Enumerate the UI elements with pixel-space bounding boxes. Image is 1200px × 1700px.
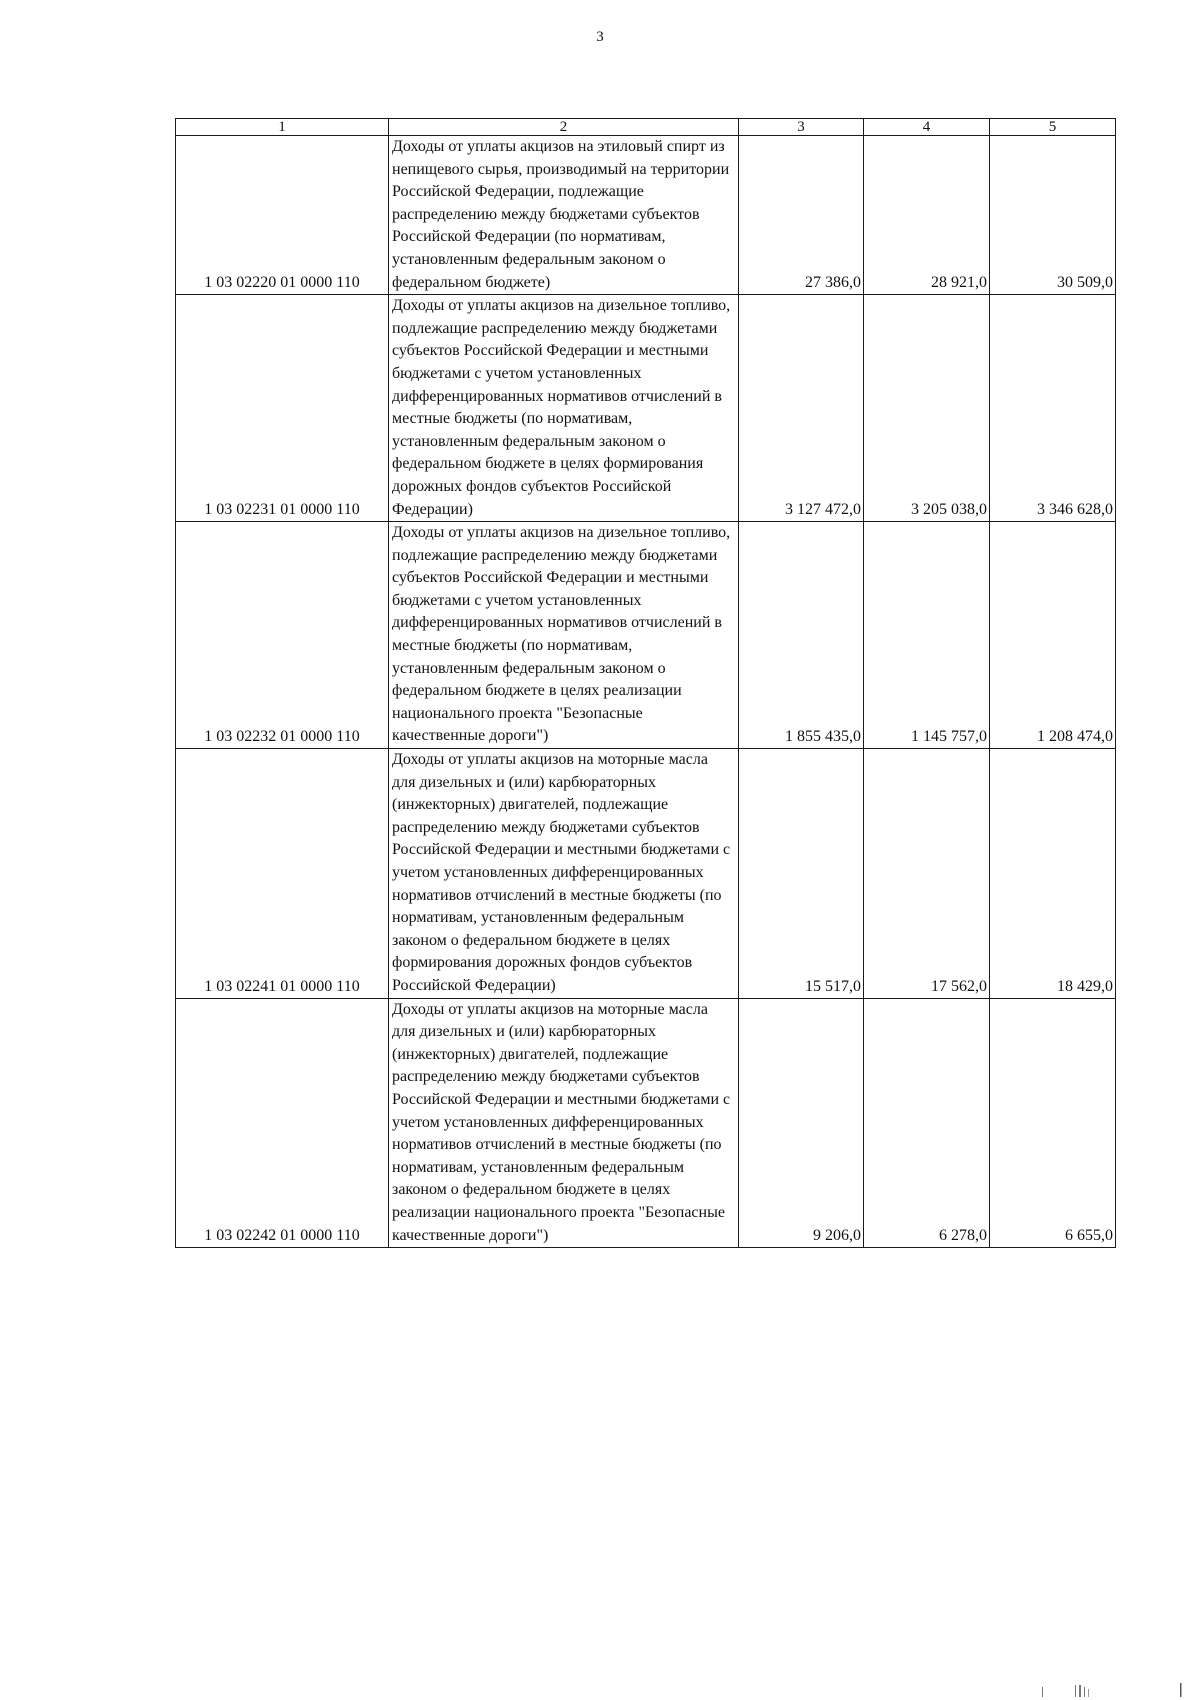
amount-col3-cell: 1 855 435,0 (739, 522, 864, 749)
amount-col5-cell: 6 655,0 (990, 998, 1116, 1248)
table-header (176, 119, 1116, 136)
table-body (176, 136, 1116, 1248)
amount-col5-cell: 3 346 628,0 (990, 295, 1116, 522)
description-cell: Доходы от уплаты акцизов на дизельное топливо, подлежащие распределению между бюджетами субъектов Российской Федерации и местными бюджетами с учетом установленных дифференцированных нормативов отчислений в местные бюджеты (по нормативам, установленным федеральным законом о федеральном бюджете в целях формирования дорожных фондов субъектов Российской Федерации) (389, 295, 739, 522)
description-cell: Доходы от уплаты акцизов на моторные масла для дизельных и (или) карбюраторных (инжекторных) двигателей, подлежащие распределению между бюджетами субъектов Российской Федерации и местными бюджетами с учетом установленных дифференцированных нормативов отчислений в местные бюджеты (по нормативам, установленным федеральным законом о федеральном бюджете в целях формирования дорожных фондов субъектов Российской Федерации) (389, 749, 739, 999)
amount-col3-cell: 15 517,0 (739, 749, 864, 999)
table-row (176, 749, 1116, 999)
budget-code-cell: 1 03 02231 01 0000 110 (176, 295, 389, 522)
column-header-5: 5 (990, 119, 1116, 136)
barcode-fragment-icon (1040, 1683, 1190, 1697)
amount-col4-cell: 6 278,0 (864, 998, 990, 1248)
description-cell: Доходы от уплаты акцизов на этиловый спирт из непищевого сырья, производимый на территории Российской Федерации, подлежащие распределению между бюджетами субъектов Российской Федерации (по нормативам, установленным федеральным законом о федеральном бюджете) (389, 136, 739, 295)
table-row (176, 522, 1116, 749)
column-header-1: 1 (176, 119, 389, 136)
amount-col3-cell: 3 127 472,0 (739, 295, 864, 522)
revenue-table (175, 118, 1116, 1248)
scan-artifact-marks (1040, 1683, 1190, 1697)
budget-code-cell: 1 03 02220 01 0000 110 (176, 136, 389, 295)
amount-col4-cell: 1 145 757,0 (864, 522, 990, 749)
budget-code-cell: 1 03 02232 01 0000 110 (176, 522, 389, 749)
amount-col5-cell: 18 429,0 (990, 749, 1116, 999)
amount-col3-cell: 27 386,0 (739, 136, 864, 295)
column-header-4: 4 (864, 119, 990, 136)
budget-code-cell: 1 03 02242 01 0000 110 (176, 998, 389, 1248)
column-header-2: 2 (389, 119, 739, 136)
description-cell: Доходы от уплаты акцизов на моторные масла для дизельных и (или) карбюраторных (инжекторных) двигателей, подлежащие распределению между бюджетами субъектов Российской Федерации и местными бюджетами с учетом установленных дифференцированных нормативов отчислений в местные бюджеты (по нормативам, установленным федеральным законом о федеральном бюджете в целях реализации национального проекта "Безопасные качественные дороги") (389, 998, 739, 1248)
header-row (176, 119, 1116, 136)
column-header-3: 3 (739, 119, 864, 136)
amount-col4-cell: 28 921,0 (864, 136, 990, 295)
table-row (176, 136, 1116, 295)
description-cell: Доходы от уплаты акцизов на дизельное топливо, подлежащие распределению между бюджетами субъектов Российской Федерации и местными бюджетами с учетом установленных дифференцированных нормативов отчислений в местные бюджеты (по нормативам, установленным федеральным законом о федеральном бюджете в целях реализации национального проекта "Безопасные качественные дороги") (389, 522, 739, 749)
amount-col3-cell: 9 206,0 (739, 998, 864, 1248)
table-row (176, 998, 1116, 1248)
page-number: 3 (596, 29, 604, 45)
amount-col5-cell: 30 509,0 (990, 136, 1116, 295)
amount-col4-cell: 17 562,0 (864, 749, 990, 999)
budget-code-cell: 1 03 02241 01 0000 110 (176, 749, 389, 999)
amount-col4-cell: 3 205 038,0 (864, 295, 990, 522)
table-row (176, 295, 1116, 522)
amount-col5-cell: 1 208 474,0 (990, 522, 1116, 749)
